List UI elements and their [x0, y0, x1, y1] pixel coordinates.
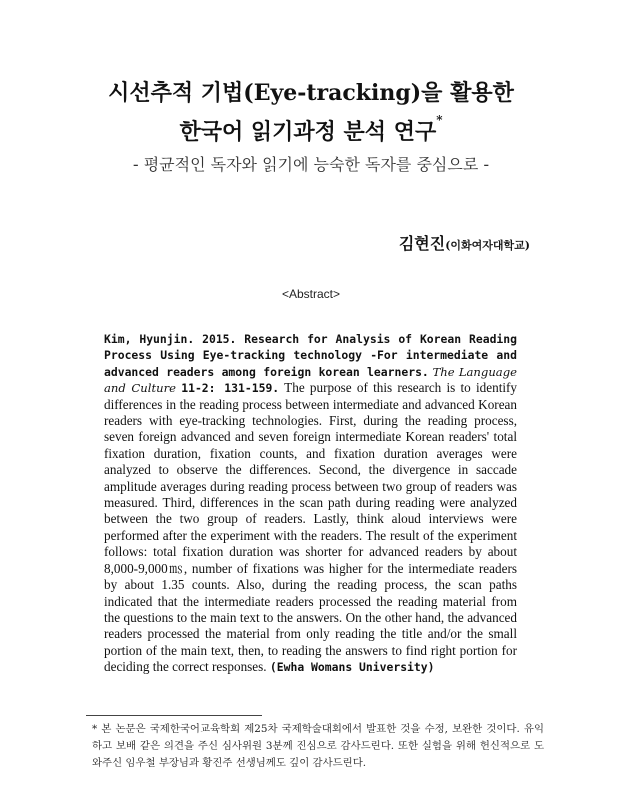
paper-title-line2 — [0, 115, 622, 146]
abstract-body — [104, 331, 517, 676]
abstract-heading: <Abstract> — [281, 287, 341, 301]
author-block — [399, 231, 530, 254]
abstract-citation: Kim, Hyunjin. 2015. Research for Analysis of Korean Reading Process Using Eye-tracking technology -For intermediate and advanced readers among foreign korean learners. — [104, 332, 517, 379]
author-affiliation: (이화여자대학교) — [445, 239, 530, 252]
paper-title-line2-text: 한국어 읽기과정 분석 연구 — [179, 119, 437, 145]
paper-title-line1: 시선추적 기법(Eye-tracking)을 활용한 — [108, 80, 514, 106]
title-footnote-mark: * — [436, 113, 443, 127]
abstract-affiliation: (Ewha Womans University) — [269, 660, 435, 675]
footnote: * 본 논문은 국제한국어교육학회 제25차 국제학술대회에서 발표한 것을 수정, 보완한 것이다. 유익하고 보배 같은 의견을 주신 심사위원 3분께 진심으로 감사드린다. 또한 실험을 위해 헌신적으로 도와주신 임우철 부장님과 황진주 선생님께도 깊이 감사드린다. — [92, 723, 544, 769]
abstract-text: The purpose of this research is to identify differences in the reading process between intermediate and advanced Korean readers with eye-tracking technologies. First, during the reading process, seven foreign advanced and seven foreign intermediate Korean readers' total fixation duration, fixation counts, and fixation duration averages were analyzed to observe the differences. Second, the divergence in saccade amplitude averages during reading process between two group of readers was measured. Third, differences in the scan path during reading were analyzed between the two group of readers. Lastly, think aloud interviews were performed after the experiment with the readers. The result of the experiment follows: total fixation duration was shorter for advanced readers by about 8,000-9,000㎳, number of fixations was higher for the intermediate readers by about 1.35 counts. Also, during the reading process, the scan paths indicated that the intermediate readers processed the reading material from the questions to the main text to the answers. On the other hand, the advanced readers processed the material from only reading the title and/or the small portion of the main text, then, to reading the answers to find right portion for deciding the correct responses. — [104, 380, 518, 675]
abstract-volume-pages: 11-2: 131-159. — [181, 381, 280, 396]
footnote-divider — [86, 715, 262, 716]
paper-subtitle: - 평균적인 독자와 읽기에 능숙한 독자를 중심으로 - — [132, 155, 490, 174]
abstract-journal-name: The Language and Culture — [104, 364, 517, 396]
author-name: 김현진 — [398, 234, 446, 253]
